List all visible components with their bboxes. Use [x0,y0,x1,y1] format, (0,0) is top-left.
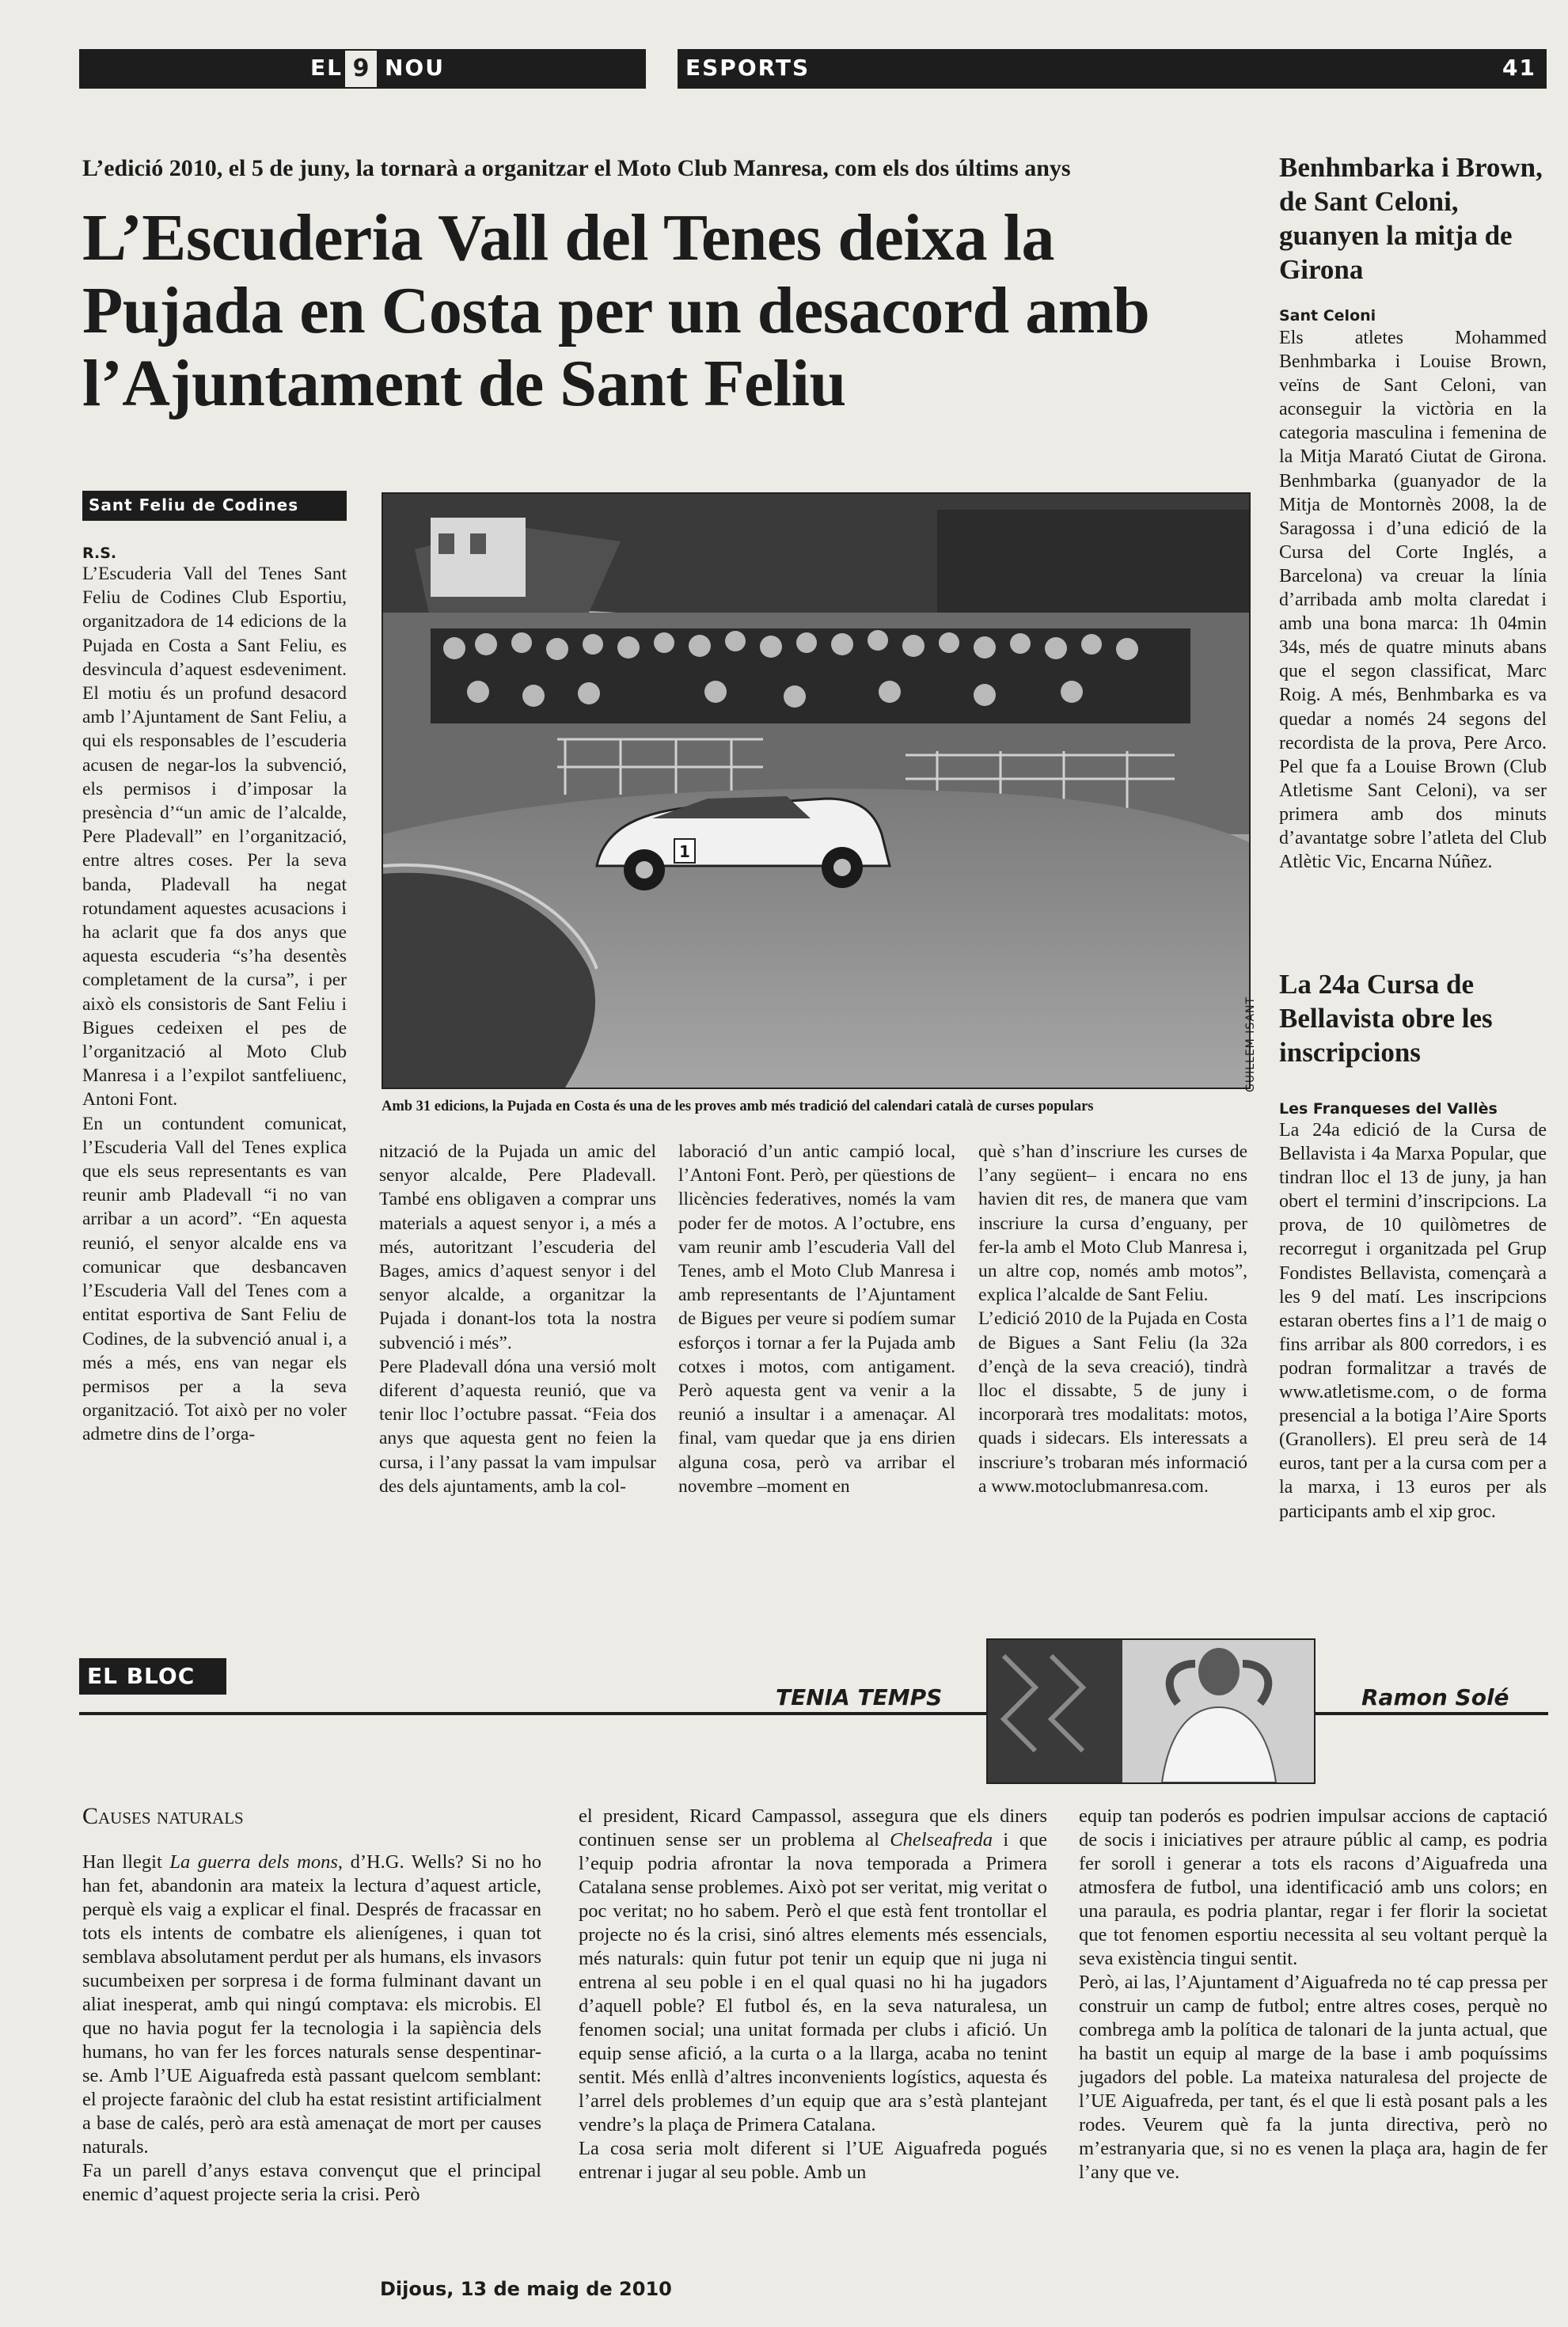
author-photo-image [988,1640,1314,1782]
car-number: 1 [679,842,690,861]
bloc-col1-book-title: La guerra dels mons [169,1851,338,1873]
bloc-column-title: TENIA TEMPS [776,1684,943,1710]
sidebar-headline-1: Benhmbarka i Brown, de Sant Celoni, guanyen la mitja de Girona [1279,152,1543,285]
photo-credit: GUILLEM ISANT [1244,996,1257,1092]
bloc-column-2 [579,1805,1047,2185]
bloc-col2-pre: el president, Ricard Campassol, assegura que els diners continuen sense ser un problema al [579,1805,1047,1851]
bloc-col1-pre: Han llegit [82,1851,170,1873]
sidebar-headline-2: La 24a Cursa de Bellavista obre les inscripcions [1279,969,1493,1068]
bloc-headline-text: Causes naturals [82,1803,244,1829]
sidebar-body-2: La 24a edició de la Cursa de Bellavista i 4a Marxa Popular, que tindran lloc el 13 de juny, ja han obert el termini d’inscripcions. La prova, de 10 quilòmetres de recorregut i organitzada pel Grup Fondistes Bellavista, començarà a les 9 del matí. Les inscripcions estaran obertes fins a l’1 de maig o fins arribar als 800 corredors, i es podran formalitzar a través de www.atletisme.com, o de forma presencial a la botiga l’Aire Sports (Granollers). El preu serà de 14 euros, tant per a la cursa com per a la marxa, i 13 euros per als participants amb el xip groc. [1279,1120,1547,1522]
location-tag [82,491,347,521]
article-headline: L’Escuderia Vall del Tenes deixa la Pujada en Costa per un desacord amb l’Ajuntament de Sant Feliu [82,201,1150,420]
sidebar-location-1: Sant Celoni [1279,307,1376,325]
article-kicker: L’edició 2010, el 5 de juny, la tornarà a organitzar el Moto Club Manresa, com els dos últims anys [82,155,1071,181]
brand-el: EL [310,55,343,81]
bloc-column-3: equip tan poderós es podrien impulsar accions de captació de socis i iniciatives per atraure públic al camp, es podria fer soroll i generar a tots els racons d’Aiguafreda una atmosfera de futbol, una identificació amb uns colors; en una paraula, es podria plantar, regar i fer florir la societat que tot fenomen esportiu necessita al seu voltant perquè la seva existència tingui sentit. Però, ai las, l’Ajuntament d’Aiguafreda no té cap pressa per construir un camp de futbol; entre altres coses, perquè no combrega amb la política de talonari de la junta actual, que ha bastit un equip al marge de la base i amb poquíssims jugadors del poble. La mateixa naturalesa del projecte de l’UE Aiguafreda, per tant, és el que li està posant pals a les rodes. Veurem què fa la junta directiva, però no m’estranyaria que, si no es venen la plaça ara, hagin de fer l’any que ve. [1079,1805,1547,2183]
footer-date: Dijous, 13 de maig de 2010 [380,2278,672,2300]
bloc-col1-text: , d’H.G. Wells? Si no ho han fet, abandonin ara mateix la lectura d’aquest article, perquè els vaig a explicar el final. Després de fracassar en tots els intents de combatre els alienígenes, i quan tot semblava absolutament perdut per als humans, els invasors sucumbeixen per sorpresa i de forma fulminant davant un aliat inesperat, amb qui ningú comptava: els microbis. El que no havia pogut fer la tecnologia i la sapiència dels humans, ho van fer les forces naturals sense despentinar-se. Amb l’UE Aiguafreda està passant quelcom semblant: el projecte faraònic del club ha estat resistint artificialment a base de calés, però ara està amenaçat de mort per causes naturals. Fa un parell d’anys estava convençut que el principal enemic d’aquest projecte seria la crisi. Però [82,1851,541,2205]
bloc-column-1 [82,1851,541,2207]
sidebar-location-2: Les Franqueses del Vallès [1279,1100,1498,1118]
photo-caption: Amb 31 edicions, la Pujada en Costa és una de les proves amb més tradició del calendari català de curses populars [382,1099,1094,1114]
bloc-rule [79,1712,1548,1715]
byline: R.S. [82,545,117,562]
bloc-author: Ramon Solé [1361,1684,1509,1710]
article-column-2: nització de la Pujada un amic del senyor alcalde, Pere Pladevall. També ens obligaven a comprar uns materials a aquest senyor i, a més a més, autoritzant l’escuderia del Bages, amics d’aquest senyor i del senyor alcalde, a organitzar la Pujada i donant-los tota la nostra subvenció i més”. Pere Pladevall dóna una versió molt diferent d’aquesta reunió, que va tenir lloc l’octubre passat. “Feia dos anys que aquesta gent no feien la cursa, i l’any passat la vam impulsar des dels ajuntaments, amb la col- [379,1141,656,1497]
section-label: ESPORTS [685,55,811,81]
article-column-3: laboració d’un antic campió local, l’Antoni Font. Però, per qüestions de llicències federatives, només la vam poder fer de motos. A l’octubre, ens vam reunir amb l’escuderia Vall del Tenes, amb el Moto Club Manresa i amb representants de l’Ajuntament de Bigues per veure si podíem sumar esforços i tornar a fer la Pujada amb cotxes i motos, com antigament. Però aquesta gent va venir a la reunió a insultar i a amenaçar. Al final, vam quedar que ja ens dirien alguna cosa, però va arribar el novembre –moment en [678,1141,955,1497]
location-tag-text: Sant Feliu de Codines [89,495,299,514]
bloc-col2-text: i que l’equip podria afrontar la nova temporada a Primera Catalana sense problemes. Això pot ser veritat, mig veritat o poc veritat; no ho sabem. Però el que està fent trontollar el projecte no és la crisi, sinó altres elements més essencials, més naturals: quin futur pot tenir un equip que ni juga ni entrena al seu poble i en el qual quasi no hi ha jugadors d’aquell poble? El futbol és, en la seva naturalesa, un fenomen social; una unitat formada per clubs i afició. Un equip sense afició, a la curta o a la llarga, acaba no tenint sentit. Més enllà d’altres inconvenients logístics, aquesta és l’arrel dels problemes d’un equip que ara s’està plantejant vendre’s la plaça de Primera Catalana. La cosa seria molt diferent si l’UE Aiguafreda pogués entrenar i jugar al seu poble. Amb un [579,1829,1047,2183]
bloc-headline [82,1803,244,1830]
bloc-label-box [79,1658,226,1695]
sidebar-body-1: Els atletes Mohammed Benhmbarka i Louise Brown, veïns de Sant Celoni, van aconseguir la victòria en la categoria masculina i femenina de la Mitja Marató Ciutat de Girona. Benhmbarka (guanyador de la Mitja de Montornès 2008, la de Saragossa i d’una edició de la Cursa del Corte Inglés, a Barcelona) va creuar la línia d’arribada amb molta claredat i amb una bona marca: 1h 04min 34s, més de quatre minuts abans que el segon classificat, Marc Roig. A més, Benhmbarka es va quedar a només 24 segons del recordista de la prova, Pere Arco. Pel que fa a Louise Brown (Club Atletisme Sant Celoni), va ser primera amb dos minuts d’avantatge sobre l’atleta del Club Atlètic Vic, Encarna Núñez. [1279,328,1547,873]
article-column-4: què s’han d’inscriure les curses de l’any següent– i encara no ens havien dit res, de manera que vam inscriure la cursa d’enguany, per fer-la amb el Moto Club Manresa i, un altre cop, només amb motos”, explica l’alcalde de Sant Feliu. L’edició 2010 de la Pujada en Costa de Bigues a Sant Feliu (la 32a d’ençà de la seva creació), tindrà lloc el dissabte, 5 de juny i incorporarà tres modalitats: motos, quads i sidecars. Els interessats a inscriure’s trobaran més informació a www.motoclubmanresa.com. [978,1141,1247,1497]
bloc-label: EL BLOC [87,1663,196,1689]
brand-number: 9 [345,51,377,87]
bloc-col2-italic: Chelseafreda [890,1829,993,1851]
rally-photo-image [383,494,1249,1088]
author-photo [986,1638,1316,1784]
brand-nou: NOU [385,55,445,81]
rally-photo [382,492,1251,1089]
page-number: 41 [1502,55,1536,81]
article-column-1: L’Escuderia Vall del Tenes Sant Feliu de Codines Club Esportiu, organitzadora de 14 edicions de la Pujada en Costa a Sant Feliu, es desvincula d’aquest esdeveniment. El motiu és un profund desacord amb l’Ajuntament de Sant Feliu, a qui els responsables de l’escuderia acusen de negar-los la subvenció, els permisos i d’imposar la presència d’“un amic de l’alcalde, Pere Pladevall” en l’organització, entre altres coses. Per la seva banda, Pladevall ha negat rotundament aquestes acusacions i ha aclarit que fa dos anys que aquesta escuderia “s’ha desentès completament de la cursa”, i per això els consistoris de Sant Feliu i Bigues cedeixen el pes de l’organització al Moto Club Manresa i a l’expilot santfeliuenc, Antoni Font. En un contundent comunicat, l’Escuderia Vall del Tenes explica que els seus representants es van reunir amb Pladevall “i no van arribar a un acord”. “En aquesta reunió, el senyor alcalde ens va comunicar que desbancaven l’Escuderia Vall del Tenes com a entitat esportiva de Sant Feliu de Codines, de la subvenció anual i, a més a més, ens van negar els permisos per a la seva organització. Tot això per no voler admetre dins de l’orga- [82,564,347,1445]
